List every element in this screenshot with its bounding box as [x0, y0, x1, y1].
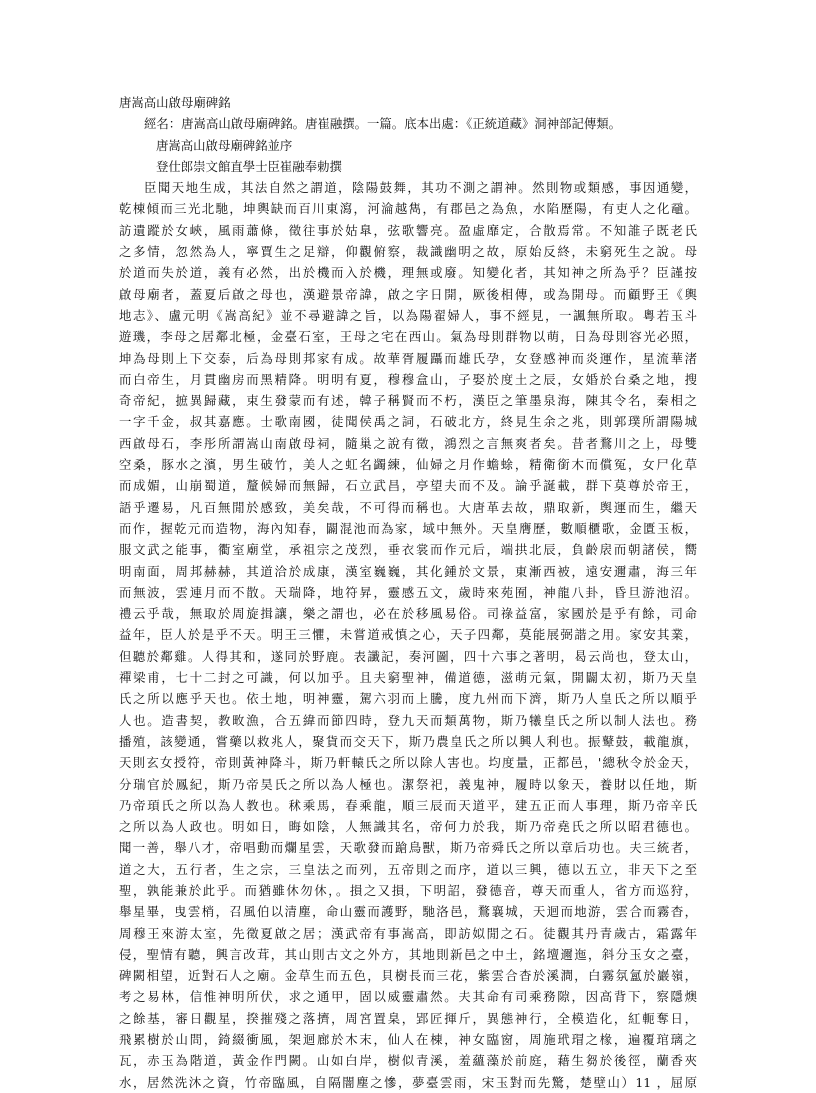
body-line: 奇帝紀，摭異歸藏，束生發蒙而有述，韓子稱賢而不朽，漢臣之筆墨泉海，陳其令名，秦相之: [119, 393, 697, 409]
body-line: 而成媚，山崩蜀道，釐候婦而無歸，石立武昌，亭望夫而不及。論乎誕載，群下莫尊於帝王，: [119, 478, 697, 494]
body-line: 人也。造書契，教畋漁，合五緯而節四時，登九天而類萬物，斯乃犧皇氏之所以制人法也。務: [119, 712, 697, 728]
body-line: 於道而失於道，義有必然，出於機而入於機，理無或廢。知變化者，其知神之所為乎？臣謹按: [119, 265, 697, 281]
body-line: 地志》、盧元明《嵩高紀》並不尋避諱之旨，以為陽翟婦人，事不經見，一諷無所取。粵若玉斗: [119, 307, 697, 323]
body-line: 氏之所以應乎天也。依土地，明神靈，駕六羽而上騰，度九州而下濟，斯乃人皇氏之所以順乎: [119, 691, 697, 707]
body-line: 空桑，豚水之濱，男生破竹，美人之虹名蠲練，仙婦之月作蟾蜍，精衛銜木而償冤，女尸化草: [119, 457, 697, 473]
body-line: 水，居然洗沐之資，竹帝臨風，自隔闇塵之慘，夢臺雲雨，宋玉對而先驚，楚壁山）11 ，屈原: [119, 1074, 697, 1090]
body-line: 飛累樹於山問，錡綴衝風，架迴廊於木末，仙人在棟，神女臨窗，周施玳瑁之椽，遍覆琯璃之: [119, 1032, 697, 1048]
body-line: 臣聞天地生成，其法自然之謂道，陰陽鼓舞，其功不測之謂神。然則物或類感，事因通變，: [144, 180, 697, 196]
body-line: 禮云乎哉，無取於周旋揖讓，樂之謂也，必在於移風易俗。司祿益富，家國於是乎有餘，司命: [119, 606, 697, 622]
body-line: 遊璣，李母之居鄰北極，金臺石室，王母之宅在西山。氣為母則群物以萌，日為母則容光必照，: [119, 329, 697, 345]
body-line: 考之易林，信惟神明所伏，求之通甲，固以威靈肅然。夫其命有司乘務隙，因高背下，察隱燠: [119, 989, 697, 1005]
body-line: 分瑞官於鳳紀，斯乃帝昊氏之所以為人極也。潔祭祀，義鬼神，履時以象天，養財以任地，斯: [119, 776, 697, 792]
body-line: 啟母廟者，蓋夏后啟之母也，漢避景帝諱，啟之字日開，厥後相傳，或為開母。而顧野王《輿: [119, 286, 697, 302]
body-line: 服文武之能事，衢室廟堂，承祖宗之茂烈，垂衣裳而作元后，端拱北辰，負齡扆而朝諸侯，嚮: [119, 542, 697, 558]
body-line: 瓦，赤玉為階道，黃金作門闕。山如白岸，樹似青溪，羞蘊藻於前庭，藉生芻於後徑，蘭香夾: [119, 1053, 697, 1069]
body-line: 舉星畢，曳雲梢，召風伯以清塵，命山靈而護野，馳洛邑，鶩襄城，天迴而地游，雲合而霧杳，: [119, 904, 697, 920]
body-line: 西啟母石，李彤所謂嵩山南啟母祠，隨巢之說有徵，鴻烈之言無爽者矣。昔者鶩川之上，母雙: [119, 435, 697, 451]
body-line: 乃帝頊氏之所以為人教也。秫乘馬，春乘龍，順三辰而天道平，建五正而人事理，斯乃帝辛氏: [119, 797, 697, 813]
body-line: 一字千金，叔其嘉應。士歌南國，徒聞侯禹之詞，石破北方，終見生余之兆，則郭璞所謂陽城: [119, 414, 697, 430]
document-subtitle: 唐嵩高山啟母廟碑銘並序: [156, 137, 293, 153]
document-body: [119, 177, 697, 1093]
body-line: 之餘基，審日觀星，揆摧殘之落擠，周宮置臬，郢匠揮斤，異態神行，全模造化，紅軛奪日，: [119, 1010, 697, 1026]
body-line: 但聽於鄰雞。人得其和，遂同於野鹿。表讖記，奏河圖，四十六事之著明，曷云尚也，登太山，: [119, 648, 697, 664]
body-line: 侵，聖情有聽，興言改茸，其山則古文之外方，其地則新邑之中土，銘壇邇迤，斜分玉女之臺，: [119, 946, 697, 962]
body-line: 而作，握乾元而造物，海內知春，闢混池而為家，域中無外。天皇膺歷，數順櫃歌，金匱玉板，: [119, 520, 697, 536]
body-line: 之多情，忽然為人，寧賈生之足辯，仰觀俯察，裁識幽明之故，原始反終，未窮死生之說。母: [119, 244, 697, 260]
body-line: 聖，孰能兼於此乎。而猶雖休勿休，。損之又損，下明詔，發德音，尊天而重人，省方而巡狩，: [119, 882, 697, 898]
document-author: 登仕郎崇文館直學士臣崔融奉勅撰: [156, 158, 342, 174]
body-line: 道之大，五行者，生之宗，三皇法之而列，五帝則之而序，道以三興，德以五立，非天下之至: [119, 861, 697, 877]
body-line: 之所以為人政也。明如日，晦如陰，人無識其名，帝何力於我，斯乃帝堯氏之所以昭君德也。: [119, 819, 697, 835]
body-line: 天則玄女授符，帝則黃神降斗，斯乃軒轅氏之所以除人害也。均度量，正都邑，'總秋令於金天，: [119, 755, 697, 771]
body-line: 益年，臣人於是乎不天。明王三懼，未嘗道戒慎之心，天子四鄰，莫能展弼諧之用。家安其業，: [119, 627, 697, 643]
body-line: 語乎遷易，凡百無閒於感致，美矣哉，不可得而稱也。大唐革去故，鼎取新，舆運而生，繼天: [119, 499, 697, 515]
body-line: 碑闕相望，近對石人之廟。金草生而五色，貝樹長而三花，紫雲合杳於溪澗，白霧氛氳於巖嶺，: [119, 968, 697, 984]
body-line: 坤為母則上下交泰，后為母則邦家有成。故華胥履躡而雄氏孕，女登感神而炎運作，星流華渚: [119, 350, 697, 366]
body-line: 周穆王來游太室，先徵夏啟之居；漢武帝有事嵩高，即訪姒閒之石。徒觀其丹青歲古，霜露年: [119, 925, 697, 941]
body-line: 明南面，周邦赫赫，其道洽於成康，漢室巍巍，其化鍾於文景，東漸西被，遠安邇肅，海三年: [119, 563, 697, 579]
document-page: [119, 92, 697, 1093]
body-line: 而無波，雲連月而不散。天瑞降，地符昇，靈感五文，歲時來苑囿，神龍八卦，昏旦游池沼。: [119, 584, 697, 600]
body-line: 聞一善，舉八才，帝唱動而爛星雲，天歌發而蹌鳥獸，斯乃帝舜氏之所以章后功也。夫三統者，: [119, 840, 697, 856]
body-line: 禪梁甫，七十二封之可識，何以加乎。且夫窮聖神，備道德，滋萌元氣，開闢太初，斯乃天皇: [119, 670, 697, 686]
document-title: 唐嵩高山啟母廟碑銘: [119, 95, 231, 110]
body-line: 而白帝生，月貫幽房而黑精降。明明有夏，穆穆盒山，子娶於度土之辰，女婚於台桑之地，搜: [119, 371, 697, 387]
body-line: 乾棟傾而三光北馳，坤輿缺而百川東瀉，河淪越雋，有郡邑之為魚，水陷歷陽，有吏人之化黿。: [119, 201, 697, 217]
body-line: 播殖，該變通，嘗藥以救兆人，聚貨而交天下，斯乃農皇氏之所以興人利也。振鼙鼓，載龍旗，: [119, 733, 697, 749]
document-meta: 經名：唐嵩高山啟母廟碑銘。唐崔融撰。一篇。底本出處：《正統道藏》洞神部記傳類。: [144, 116, 622, 132]
body-line: 訪遺蹤於女峽，風雨蕭條，徵往事於姑臯，弦歌響亮。盈虛靡定，合散焉常。不知誰子既老氏: [119, 222, 697, 238]
